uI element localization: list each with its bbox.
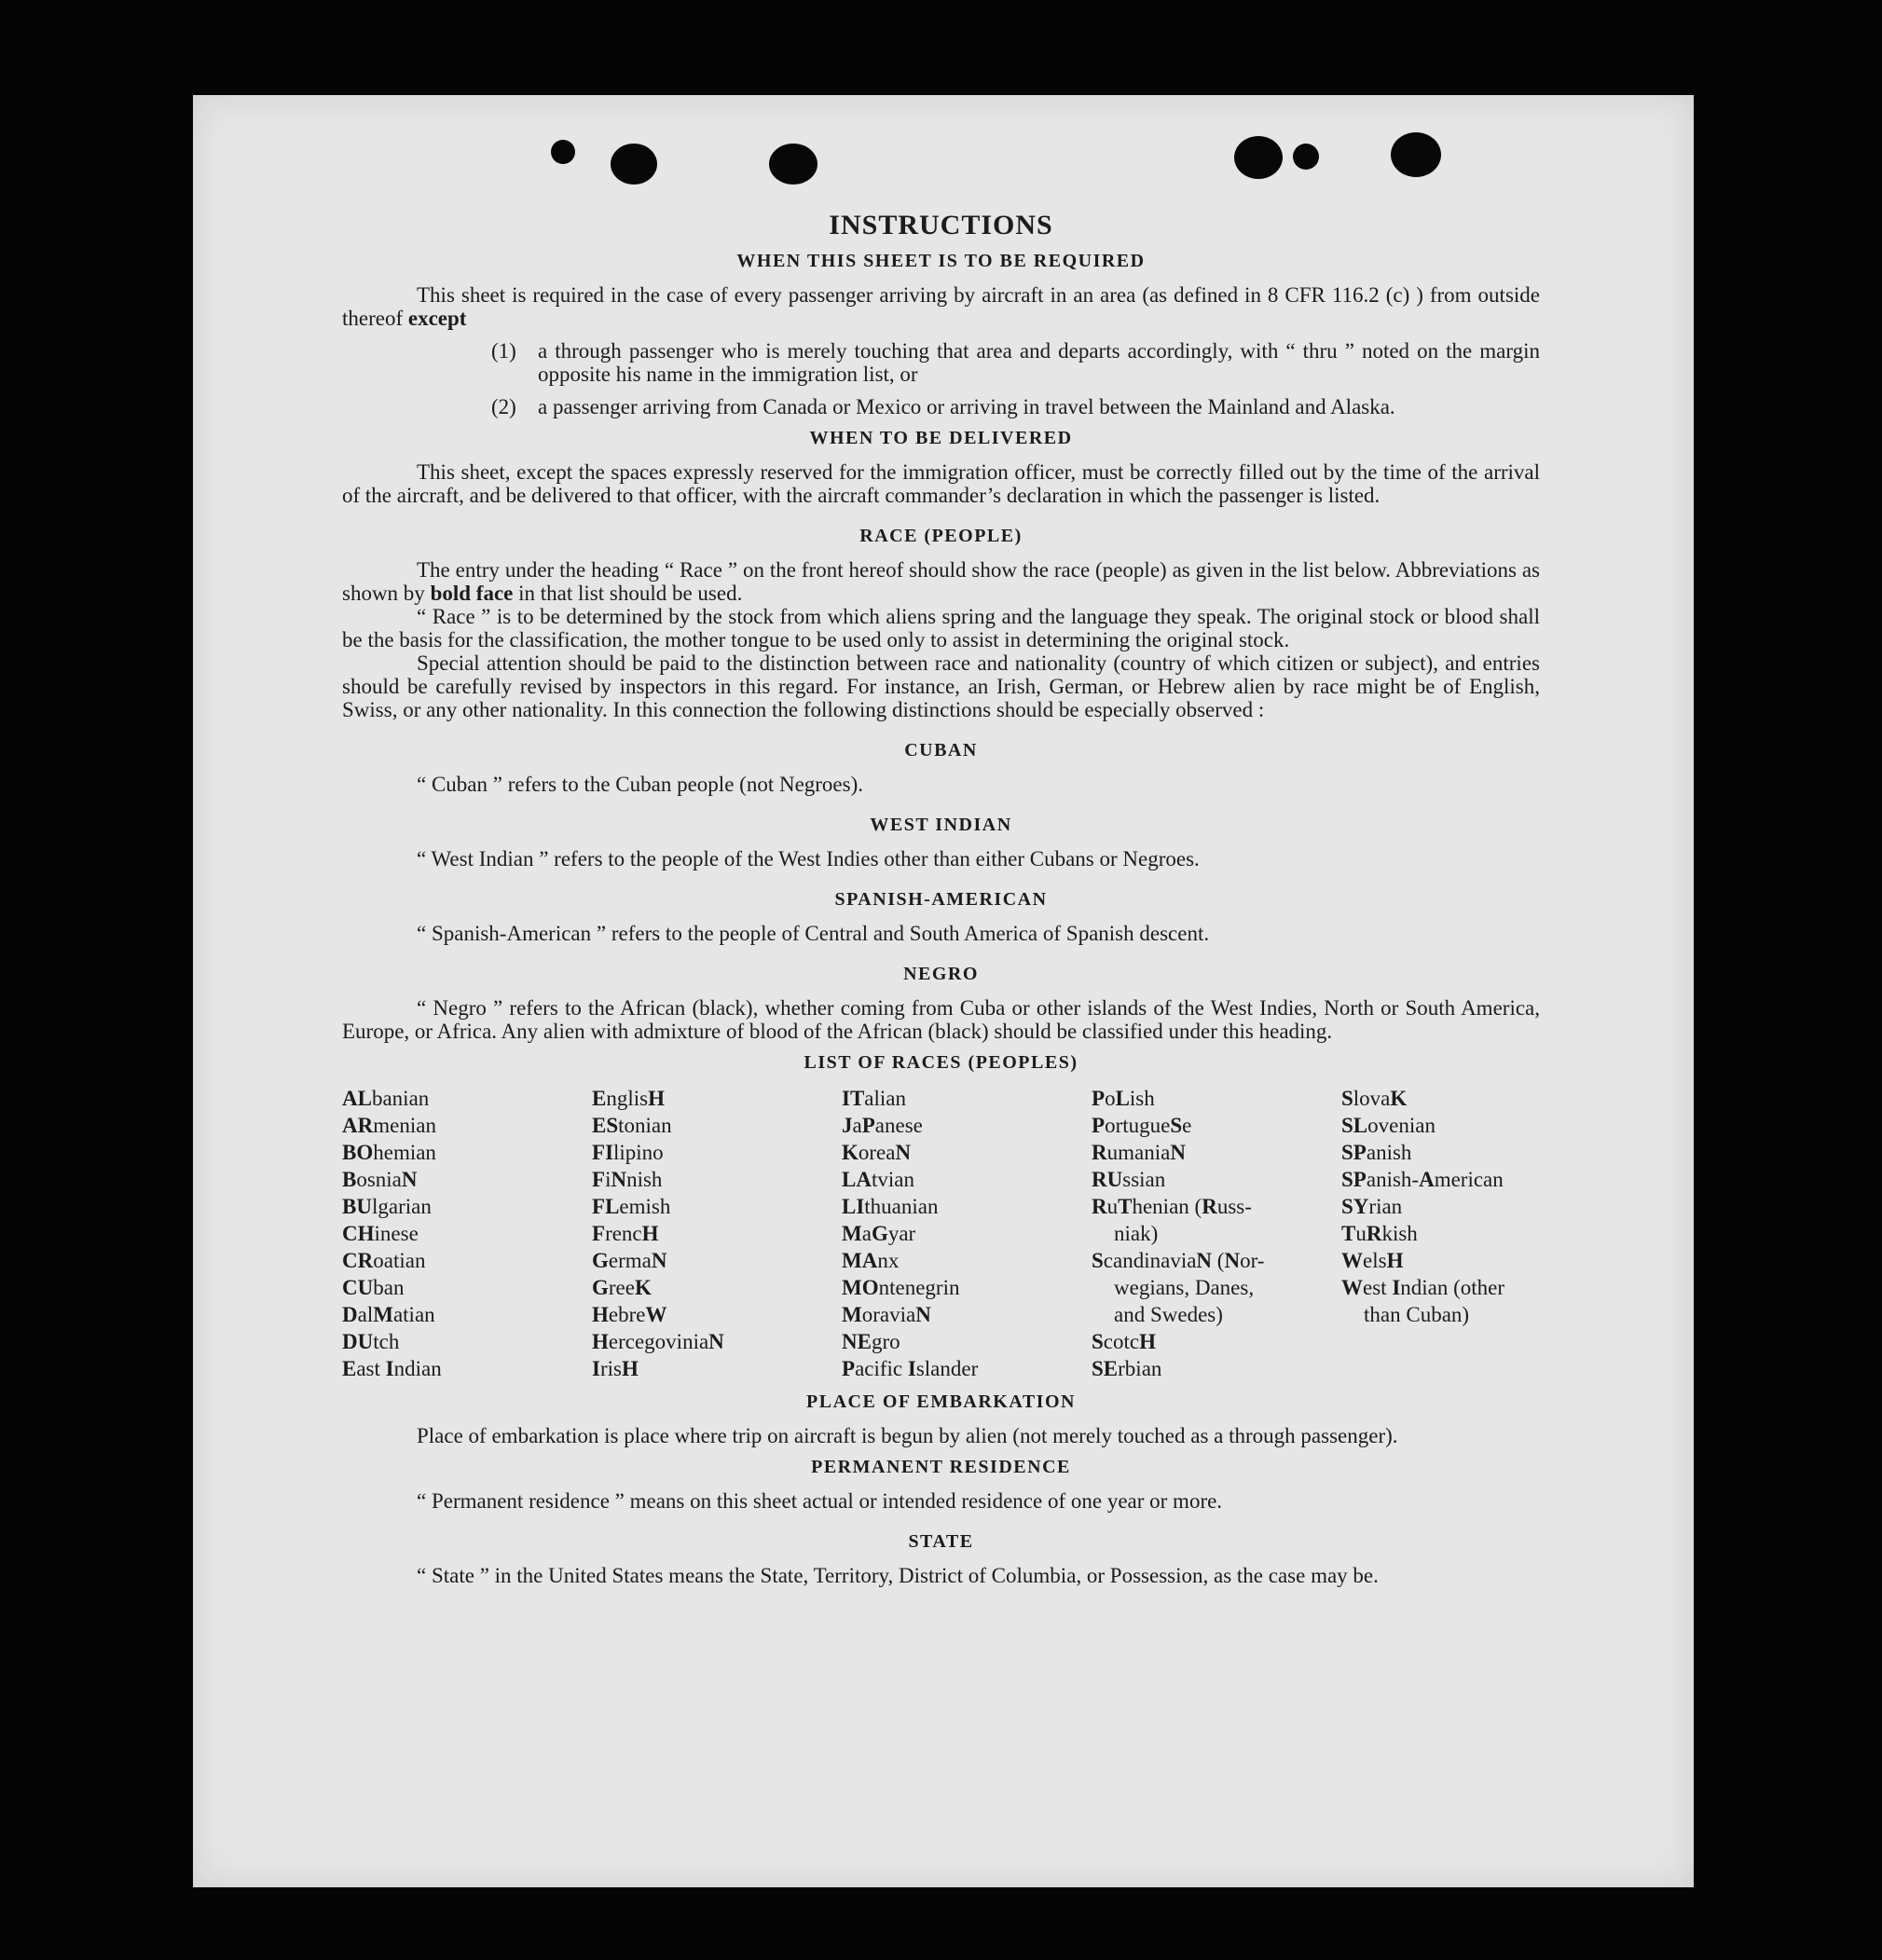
race-entry: ALbanian: [342, 1087, 430, 1110]
race-entry: FLemish: [592, 1195, 671, 1218]
punch-hole: [551, 140, 575, 164]
race-entry: GreeK: [592, 1276, 652, 1299]
race-entry: ScotcH: [1092, 1330, 1156, 1353]
race-entry: MaGyar: [842, 1222, 916, 1245]
document-content: [342, 210, 1540, 1587]
exception-item: (1) a through passenger who is merely touching that area and departs accordingly, with “ thru ” noted on the margin opposite his name in the immigration list, or: [491, 339, 1540, 386]
race-entry: KoreaN: [842, 1141, 912, 1164]
race-entry: MoraviaN: [842, 1303, 931, 1326]
race-entry: WelsH: [1341, 1249, 1404, 1272]
race-entry: niak): [1114, 1222, 1159, 1245]
document-title: INSTRUCTIONS: [829, 210, 1053, 240]
state-paragraph: “ State ” in the United States means the State, Territory, District of Columbia, or Possession, as the case may be.: [417, 1564, 1379, 1587]
race-entry: West Indian (other: [1341, 1276, 1505, 1299]
race-entry: PoLish: [1092, 1087, 1155, 1110]
race-entry: RuThenian (Russ-: [1092, 1195, 1252, 1218]
race-entry: wegians, Danes,: [1114, 1276, 1255, 1299]
race-entry: FIlipino: [592, 1141, 664, 1164]
section-heading-when-required: WHEN THIS SHEET IS TO BE REQUIRED: [736, 251, 1146, 271]
punch-hole: [1234, 136, 1283, 179]
race-entry: LAtvian: [842, 1168, 914, 1191]
race-entry: GermaN: [592, 1249, 667, 1272]
race-entry: SYrian: [1341, 1195, 1403, 1218]
punch-hole: [769, 144, 817, 185]
race-list: [342, 1085, 1540, 1382]
race-entry: SErbian: [1092, 1357, 1162, 1380]
race-entry: HebreW: [592, 1303, 667, 1326]
race-paragraph-2: “ Race ” is to be determined by the stock from which aliens spring and the language they speak. The original stock or blood shall be the basis for the classification, the mother tongue to be used only to assist in determining the original stock.: [342, 605, 1540, 651]
race-entry: SlovaK: [1341, 1087, 1408, 1110]
race-entry: RUssian: [1092, 1168, 1166, 1191]
section-heading-cuban: CUBAN: [904, 740, 978, 761]
race-column: [1092, 1085, 1341, 1382]
race-entry: ARmenian: [342, 1114, 436, 1137]
race-entry: CUban: [342, 1276, 405, 1299]
section-heading-when-delivered: WHEN TO BE DELIVERED: [809, 428, 1073, 448]
race-entry: DUtch: [342, 1330, 400, 1353]
race-entry: Pacific Islander: [842, 1357, 979, 1380]
race-entry: FiNnish: [592, 1168, 663, 1191]
exception-item: (2) a passenger arriving from Canada or Mexico or arriving in travel between the Mainland and Alaska.: [491, 395, 1395, 418]
west-indian-paragraph: “ West Indian ” refers to the people of the West Indies other than either Cubans or Negroes.: [417, 847, 1200, 870]
race-entry: SLovenian: [1341, 1114, 1436, 1137]
section-heading-permanent-residence: PERMANENT RESIDENCE: [811, 1457, 1071, 1477]
spanish-american-paragraph: “ Spanish-American ” refers to the people of Central and South America of Spanish descent.: [417, 922, 1210, 945]
section-heading-west-indian: WEST INDIAN: [870, 815, 1012, 835]
race-entry: East Indian: [342, 1357, 442, 1380]
race-entry: JaPanese: [842, 1114, 923, 1137]
permanent-residence-paragraph: “ Permanent residence ” means on this sheet actual or intended residence of one year or more.: [417, 1489, 1223, 1513]
race-entry: MAnx: [842, 1249, 900, 1272]
race-entry: SPanish: [1341, 1141, 1412, 1164]
section-heading-embarkation: PLACE OF EMBARKATION: [806, 1391, 1076, 1412]
race-column: [592, 1085, 842, 1382]
section-heading-spanish-american: SPANISH-AMERICAN: [834, 889, 1048, 910]
race-entry: NEgro: [842, 1330, 900, 1353]
race-entry: than Cuban): [1364, 1303, 1470, 1326]
punch-hole: [1293, 144, 1319, 170]
punch-hole: [611, 144, 657, 185]
race-entry: LIthuanian: [842, 1195, 939, 1218]
race-entry: ITalian: [842, 1087, 906, 1110]
race-entry: FrencH: [592, 1222, 659, 1245]
section-heading-race: RACE (PEOPLE): [859, 526, 1023, 546]
race-entry: PortugueSe: [1092, 1114, 1192, 1137]
when-delivered-paragraph: This sheet, except the spaces expressly reserved for the immigration officer, must be correctly filled out by the time of the arrival of the aircraft, and be delivered to that officer, with the aircraft commander’s declaration in which the passenger is listed.: [342, 460, 1540, 507]
race-entry: EStonian: [592, 1114, 672, 1137]
race-column: [342, 1085, 592, 1382]
race-entry: CHinese: [342, 1222, 419, 1245]
race-entry: SPanish-American: [1341, 1168, 1504, 1191]
embarkation-paragraph: Place of embarkation is place where trip on aircraft is begun by alien (not merely touched as a through passenger).: [417, 1424, 1398, 1447]
when-required-paragraph: This sheet is required in the case of every passenger arriving by aircraft in an area (as defined in 8 CFR 116.2 (c) ) from outside thereof except: [342, 283, 1540, 330]
race-entry: HercegoviniaN: [592, 1330, 724, 1353]
section-heading-state: STATE: [908, 1531, 974, 1552]
race-entry: ScandinaviaN (Nor-: [1092, 1249, 1265, 1272]
race-entry: RumaniaN: [1092, 1141, 1186, 1164]
punch-hole: [1391, 132, 1441, 177]
race-entry: IrisH: [592, 1357, 639, 1380]
race-entry: and Swedes): [1114, 1303, 1223, 1326]
negro-paragraph: “ Negro ” refers to the African (black), whether coming from Cuba or other islands of the West Indies, North or South America, Europe, or Africa. Any alien with admixture of blood of the African (black) should be classified under this heading.: [342, 996, 1540, 1043]
race-entry: TuRkish: [1341, 1222, 1418, 1245]
section-heading-list-of-races: LIST OF RACES (PEOPLES): [804, 1052, 1078, 1073]
race-entry: CRoatian: [342, 1249, 426, 1272]
race-entry: BOhemian: [342, 1141, 436, 1164]
race-entry: EnglisH: [592, 1087, 665, 1110]
race-column: [842, 1085, 1092, 1382]
cuban-paragraph: “ Cuban ” refers to the Cuban people (not Negroes).: [417, 773, 864, 796]
section-heading-negro: NEGRO: [903, 964, 979, 984]
race-entry: BosniaN: [342, 1168, 418, 1191]
race-entry: MOntenegrin: [842, 1276, 960, 1299]
race-column: [1341, 1085, 1540, 1382]
race-paragraph-1: The entry under the heading “ Race ” on the front hereof should show the race (people) as given in the list below. Abbreviations as shown by bold face in that list should be used.: [342, 558, 1540, 605]
race-paragraph-3: Special attention should be paid to the distinction between race and nationality (country of which citizen or subject), and entries should be carefully revised by inspectors in this regard. For instance, an Irish, German, or Hebrew alien by race might be of English, Swiss, or any other nationality. In this connection the following distinctions should be especially observed :: [342, 651, 1540, 721]
race-entry: BUlgarian: [342, 1195, 432, 1218]
race-entry: DalMatian: [342, 1303, 435, 1326]
